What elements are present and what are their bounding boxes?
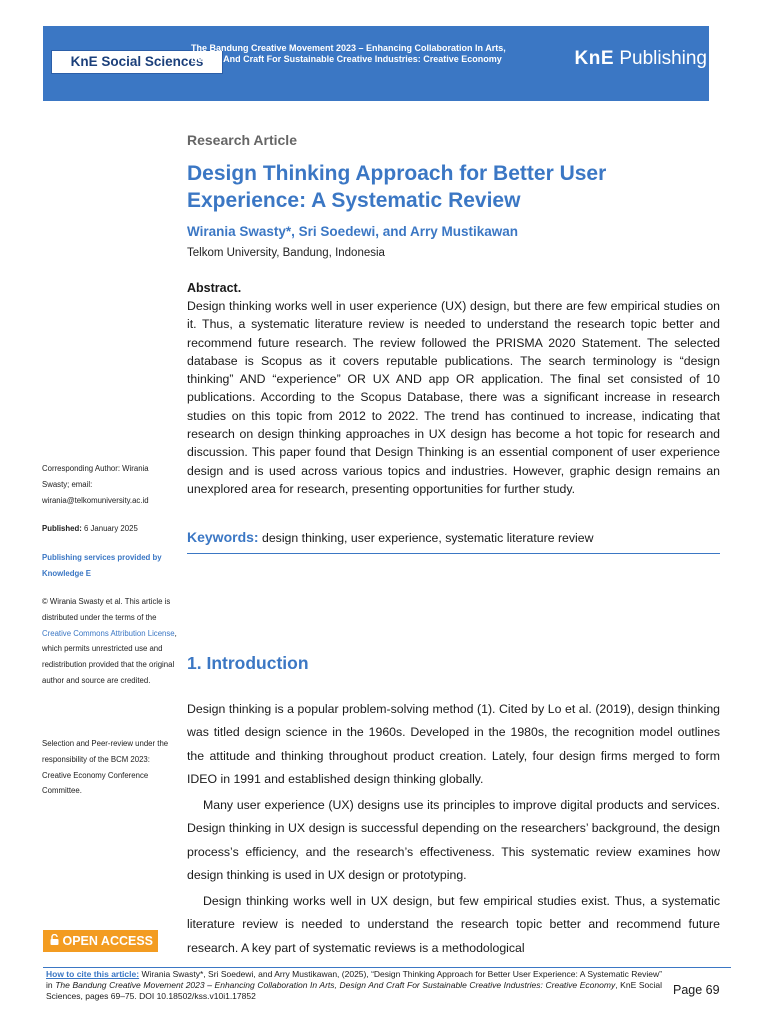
conference-title: The Bandung Creative Movement 2023 – Enhancing Collaboration In Arts, Design And Craft For Sustainable Creative Industries: Creative Economy — [191, 43, 506, 64]
article-type: Research Article — [187, 132, 297, 148]
keywords-divider — [187, 553, 720, 554]
license-text-start: © Wirania Swasty et al. This article is distributed under the terms of the — [42, 597, 171, 622]
intro-paragraph-3: Design thinking works well in UX design, but few empirical studies exist. Thus, a systematic literature review is needed to understand the research topic better and recommend future research. A key part of systematic reviews is a methodological — [187, 894, 720, 955]
open-access-label: OPEN ACCESS — [62, 934, 154, 948]
section-heading-introduction: 1. Introduction — [187, 653, 309, 673]
citation-block — [46, 969, 662, 1002]
publishing-services: Publishing services provided by Knowledge E — [42, 553, 162, 578]
license-link[interactable]: Creative Commons Attribution License — [42, 628, 175, 638]
keywords-label: Keywords: — [187, 529, 259, 545]
journal-banner — [43, 26, 709, 101]
article-title: Design Thinking Approach for Better User Experience: A Systematic Review — [187, 162, 607, 212]
keywords — [187, 529, 720, 545]
publisher-logo — [575, 48, 707, 70]
intro-paragraph-1: Design thinking is a popular problem-solving method (1). Cited by Lo et al. (2019), design thinking was titled design science in the 1960s. Developed in the 1980s, the recognition model outlines the attitude and thinking throughout product creation. Lately, four design firms merged to form IDEO in 1991 and established design thinking globally. — [187, 702, 720, 786]
intro-paragraph-2: Many user experience (UX) designs use its principles to improve digital products and services. Design thinking in UX design is successful depending on the researchers’ background, the design process’s efficiency, and the research’s effectiveness. This systematic review examines how design thinking is used in UX design or prototyping. — [187, 798, 720, 882]
open-access-badge — [43, 930, 158, 952]
published-label: Published: — [42, 524, 82, 533]
published-date — [42, 521, 177, 537]
journal-logo: KnE Social Sciences — [51, 50, 223, 74]
peer-review-notice: Selection and Peer-review under the responsibility of the BCM 2023: Creative Economy Conference Committee. — [42, 739, 169, 796]
publisher-logo-mark: KnE — [574, 48, 615, 69]
open-lock-icon — [49, 930, 59, 952]
publisher-logo-text: Publishing — [614, 48, 707, 69]
affiliation: Telkom University, Bandung, Indonesia — [187, 247, 385, 259]
citation-text: Wirania Swasty*, Sri Soedewi, and Arry Mustikawan, (2025), “Design Thinking Approach for Better User Experience: A Systematic Review” in — [46, 969, 662, 990]
keywords-list: design thinking, user experience, systematic literature review — [258, 531, 594, 545]
published-value: 6 January 2025 — [81, 524, 138, 533]
license-notice — [42, 594, 177, 689]
abstract-heading: Abstract. — [187, 281, 242, 295]
citation-label: How to cite this article: — [46, 969, 140, 979]
footer-divider — [43, 967, 731, 968]
corresponding-author: Corresponding Author: Wirania Swasty; email: wirania@telkomuniversity.ac.id — [42, 464, 149, 505]
author-list: Wirania Swasty*, Sri Soedewi, and Arry Mustikawan — [187, 224, 518, 239]
page-number: Page 69 — [673, 983, 720, 997]
citation-doi: , KnE Social Sciences, pages 69–75. DOI 10.18502/kss.v10i1.17852 — [46, 980, 663, 1001]
abstract-text: Design thinking works well in user experience (UX) design, but there are few empirical studies on it. Thus, a systematic literature review is needed to understand the research topic better and recommend future research. The review followed the PRISMA 2020 Statement. The selected database is Scopus as it covers reputable publications. The search terminology is “design thinking” AND “experience” OR UX AND app OR application. The final set consisted of 10 publications. According to the Scopus Database, there was a significant increase in research studies on this topic from 2012 to 2022. The trend has continued to increase, indicating that research on design thinking approaches in UX design has become a hot topic for research and discussion. This paper found that Design Thinking is an essential component of user experience design and is used across various topics and industries. However, graphic design remains an unexplored area for research, presenting opportunities for further study. — [187, 299, 720, 496]
citation-proceedings: The Bandung Creative Movement 2023 – Enhancing Collaboration In Arts, Design And Craft For Sustainable Creative Industries: Creative Economy — [55, 980, 616, 990]
license-text-end: , which permits unrestricted use and redistribution provided that the original author and source are credited. — [42, 628, 177, 685]
